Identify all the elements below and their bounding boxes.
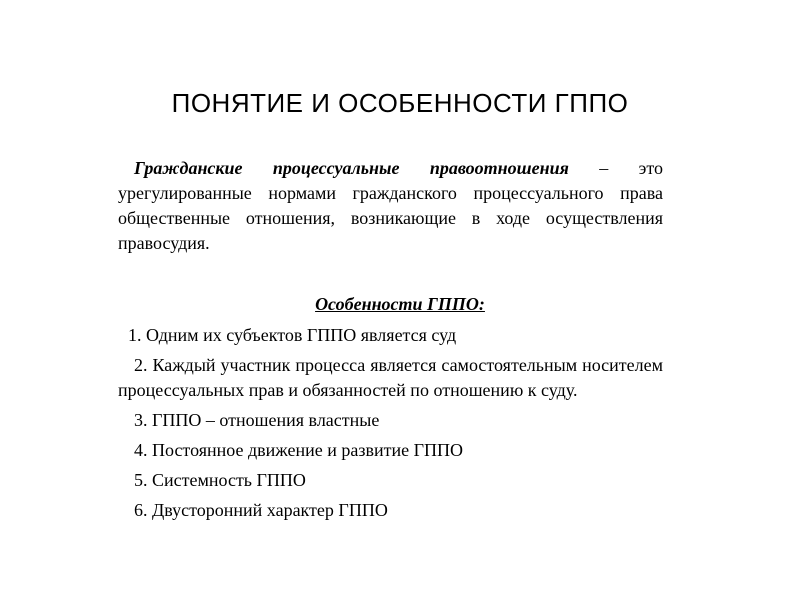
feature-item-5: 5. Системность ГППО [134,470,306,490]
features-heading: Особенности ГППО: [315,294,485,314]
feature-item-6: 6. Двусторонний характер ГППО [134,500,388,520]
feature-item-1: 1. Одним их субъектов ГППО является суд [128,325,457,345]
feature-item-4: 4. Постоянное движение и развитие ГППО [134,440,463,460]
feature-item-2: 2. Каждый участник процесса является самостоятельным носителем процессуальных прав и обязанностей по отношению к суду. [118,355,663,400]
feature-item-3: 3. ГППО – отношения властные [134,410,380,430]
definition-paragraph [118,156,663,256]
slide-title: ПОНЯТИЕ И ОСОБЕННОСТИ ГППО [171,88,629,118]
definition-text: – это урегулированные нормами гражданского процессуального права общественные отношения, возникающие в ходе осуществления правосудия. [118,158,663,253]
features-list [118,323,663,528]
definition-term: Гражданские процессуальные правоотношения [134,158,569,178]
